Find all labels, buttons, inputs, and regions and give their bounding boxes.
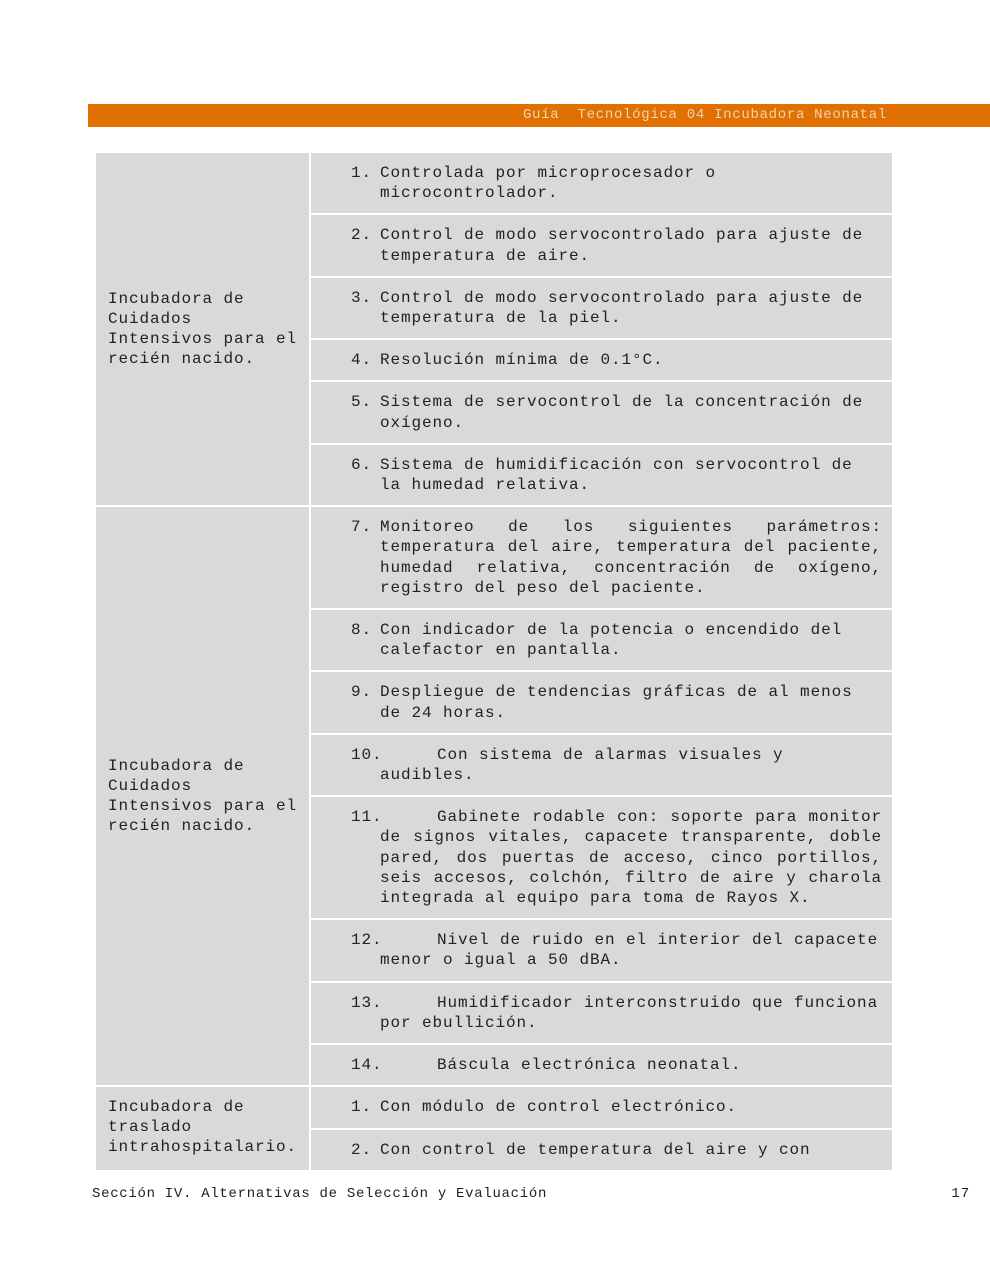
table-group — [96, 1087, 892, 1169]
item-number: 2. — [351, 226, 373, 245]
item-number: 8. — [351, 621, 373, 640]
item-text: Nivel de ruido en el interior del capacete menor o igual a 50 dBA. — [380, 931, 879, 970]
item-text: Control de modo servocontrolado para ajuste de temperatura de la piel. — [380, 288, 864, 328]
item-text: Controlada por microprocesador o microcontrolador. — [380, 164, 717, 203]
table-row — [311, 920, 892, 980]
item-number: 9. — [351, 683, 373, 702]
item-text: Sistema de servocontrol de la concentración de oxígeno. — [380, 393, 864, 432]
item-number: 3. — [351, 288, 373, 307]
item-text: Control de modo servocontrolado para ajuste de temperatura de aire. — [380, 226, 864, 265]
item-text: Resolución mínima de 0.1°C. — [380, 351, 664, 370]
category-cell — [96, 507, 309, 1085]
items-column — [311, 153, 892, 505]
header-band — [88, 104, 990, 127]
specs-table — [96, 153, 892, 1172]
item-number: 6. — [351, 455, 373, 474]
table-row — [311, 735, 892, 795]
table-row — [311, 1087, 892, 1127]
item-number: 5. — [351, 393, 373, 412]
table-row — [311, 507, 892, 608]
item-number: 13. — [351, 993, 383, 1012]
item-number: 2. — [351, 1140, 373, 1159]
item-number: 1. — [351, 1098, 373, 1117]
category-label: Incubadora de Cuidados Intensivos para el recién nacido. — [108, 290, 298, 369]
table-row — [311, 153, 892, 213]
table-row — [311, 215, 892, 275]
category-cell — [96, 153, 309, 505]
table-row — [311, 445, 892, 505]
item-number: 11. — [351, 808, 383, 827]
item-number: 12. — [351, 931, 383, 950]
item-text: Despliegue de tendencias gráficas de al menos de 24 horas. — [380, 683, 853, 722]
item-number: 4. — [351, 351, 373, 370]
table-row — [311, 1130, 892, 1170]
item-text: Con control de temperatura del aire y con — [380, 1140, 811, 1159]
table-row — [311, 278, 892, 338]
category-label: Incubadora de Cuidados Intensivos para el recién nacido. — [108, 757, 298, 836]
item-text: Con módulo de control electrónico. — [380, 1098, 738, 1117]
item-text: Con indicador de la potencia o encendido del calefactor en pantalla. — [380, 621, 843, 660]
item-number: 10. — [351, 745, 383, 764]
category-label: Incubadora de traslado intrahospitalario. — [108, 1098, 298, 1157]
item-text: Humidificador interconstruido que funciona por ebullición. — [380, 993, 879, 1032]
items-column — [311, 1087, 892, 1169]
item-text: Monitoreo de los siguientes parámetros: temperatura del aire, temperatura del paciente, humedad relativa, concentración de oxígeno, registro del peso del paciente. — [380, 518, 882, 597]
item-text: Con sistema de alarmas visuales y audibles. — [380, 745, 784, 785]
table-group — [96, 153, 892, 505]
item-number: 7. — [351, 518, 373, 537]
page-number: 17 — [951, 1186, 970, 1202]
table-row — [311, 672, 892, 732]
item-text: Báscula electrónica neonatal. — [437, 1056, 742, 1075]
table-group — [96, 507, 892, 1085]
table-row — [311, 1045, 892, 1085]
table-row — [311, 340, 892, 380]
footer-section: Sección IV. Alternativas de Selección y Evaluación — [92, 1186, 548, 1202]
item-number: 14. — [351, 1056, 383, 1075]
table-row — [311, 382, 892, 442]
table-row — [311, 610, 892, 670]
table-row — [311, 983, 892, 1043]
item-text: Gabinete rodable con: soporte para monitor de signos vitales, capacete transparente, doble pared, dos puertas de acceso, cinco portillos, seis accesos, colchón, filtro de aire y charola integrada al equipo para toma de Rayos X. — [380, 808, 882, 908]
items-column — [311, 507, 892, 1085]
item-text: Sistema de humidificación con servocontrol de la humedad relativa. — [380, 455, 853, 495]
header-title: Guía Tecnológica 04 Incubadora Neonatal — [522, 107, 887, 123]
category-cell — [96, 1087, 309, 1169]
table-row — [311, 797, 892, 918]
item-number: 1. — [351, 164, 373, 182]
